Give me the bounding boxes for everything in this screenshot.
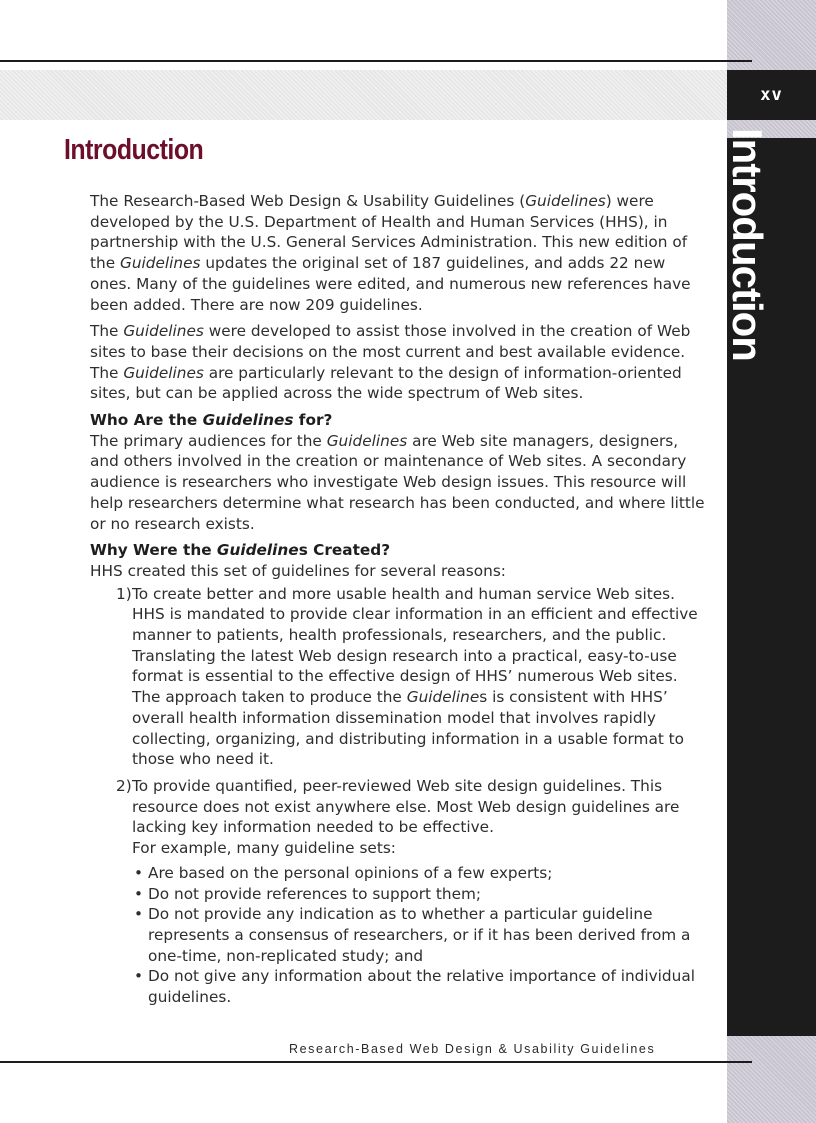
reason-number-1: 1) [116, 584, 132, 603]
reason-item-2 [90, 776, 705, 1008]
page-title: Introduction [64, 134, 204, 166]
reason-text-1: To create better and more usable health and human service Web sites. HHS is mandated to provide clear information in an efficient and effective manner to patients, health professionals, researchers, and the public. Translating the latest Web design research into a practical, easy-to-use format is essential to the effective design of HHS’ numerous Web sites. The approach taken to produce the Guidelines is consistent with HHS’ overall health information dissemination model that involves rapidly collecting, organizing, and distributing information in a usable format to those who need it. [132, 584, 698, 769]
reason-text-2: To provide quantified, peer-reviewed Web site design guidelines. This resource does not exist anywhere else. Most Web design guidelines are lacking key information needed to be effective. [132, 776, 680, 837]
list-item: • Are based on the personal opinions of a few experts; [134, 863, 553, 882]
bullet-list [132, 863, 705, 1008]
who-paragraph: The primary audiences for the Guidelines are Web site managers, designers, and others involved in the creation or maintenance of Web sites. A secondary audience is researchers who investigate Web design issues. This resource will help researchers determine what research has been conducted, and where little or no research exists. [90, 431, 705, 533]
intro-paragraph-2: The Guidelines were developed to assist those involved in the creation of Web sites to base their decisions on the most current and best available evidence. The Guidelines are particularly relevant to the design of information-oriented sites, but can be applied across the wide spectrum of Web sites. [90, 322, 691, 403]
section-tab-label: Introduction [724, 128, 771, 361]
bullet-icon: • [134, 967, 144, 986]
reason-item-1 [90, 584, 705, 770]
top-rule [0, 60, 752, 62]
side-tab-strip [724, 0, 816, 1123]
list-item: • Do not provide any indication as to whether a particular guideline represents a consensus of researchers, or if it has been derived from a one-time, non-replicated study; and [134, 905, 691, 965]
footer-title: Research-Based Web Design & Usability Guidelines [289, 1042, 656, 1056]
why-intro: HHS created this set of guidelines for several reasons: [90, 561, 506, 580]
intro-paragraph-1: The Research-Based Web Design & Usability Guidelines (Guidelines) were developed by the U.S. Department of Health and Human Services (HHS), in partnership with the U.S. General Services Administration. This new edition of the Guidelines updates the original set of 187 guidelines, and adds 22 new ones. Many of the guidelines were edited, and numerous new references have been added. There are now 209 guidelines. [90, 192, 691, 314]
bullet-icon: • [134, 863, 144, 882]
bottom-rule [0, 1061, 752, 1063]
main-content [90, 191, 705, 1014]
reason-number-2: 2) [116, 776, 132, 795]
header-band [0, 70, 727, 120]
why-heading: Why Were the Guidelines Created? [90, 541, 391, 560]
list-item: • Do not give any information about the relative importance of individual guidelines. [134, 967, 695, 1007]
page-number: xv [727, 70, 816, 120]
reasons-list [90, 584, 705, 1008]
reason-example: For example, many guideline sets: [132, 839, 396, 858]
list-item: • Do not provide references to support them; [134, 884, 482, 903]
who-heading: Who Are the Guidelines for? [90, 411, 333, 430]
bullet-icon: • [134, 905, 144, 924]
bullet-icon: • [134, 884, 144, 903]
